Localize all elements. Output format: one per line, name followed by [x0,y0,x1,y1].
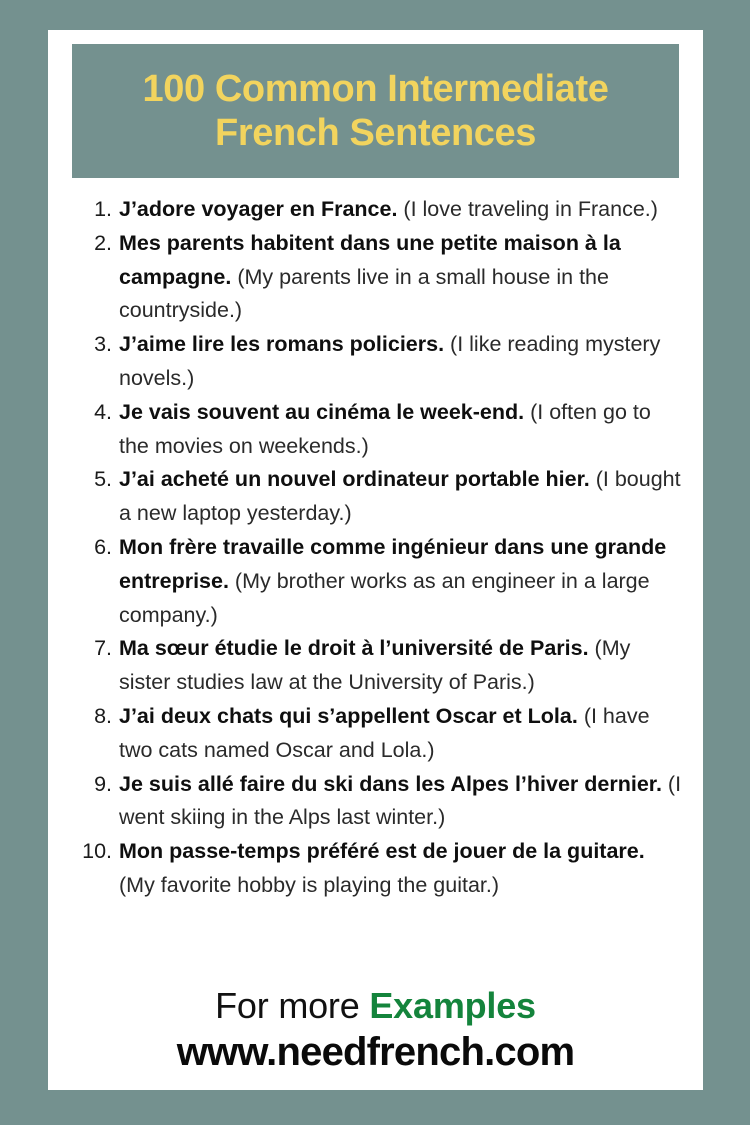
list-item-number: 10. [82,839,112,864]
footer-cta-prefix: For more [215,985,370,1026]
list-item [72,193,684,227]
header-band [72,44,679,178]
website-url[interactable]: www.needfrench.com [176,1030,575,1074]
list-item-french: J’aime lire les romans policiers. [119,332,445,357]
list-item-english: (My brother works as an engineer in a large company.) [119,568,650,627]
list-item [72,531,684,632]
list-item-number: 6. [94,534,112,559]
list-item-number: 1. [94,197,112,221]
list-item-french: Mon passe-temps préféré est de jouer de la guitare. [119,839,645,864]
list-item-number: 9. [94,771,112,796]
list-item-french: Je vais souvent au cinéma le week-end. [119,399,525,424]
list-item-english: (My favorite hobby is playing the guitar.) [119,872,500,897]
footer-cta-highlight: Examples [369,985,536,1026]
list-item [72,227,684,328]
list-item-english: (I bought a new laptop yesterday.) [119,467,681,526]
list-item-english: (My parents live in a small house in the countryside.) [119,264,609,323]
list-item-number: 5. [94,467,112,492]
list-item [72,396,684,464]
list-item [72,700,684,768]
list-item-french: J’ai deux chats qui s’appellent Oscar et Lola. [119,703,578,728]
list-item-english: (I love traveling in France.) [403,197,658,221]
footer-cta [72,984,679,1028]
list-item-french: Mes parents habitent dans une petite maison à la campagne. [119,230,621,289]
list-item [72,768,684,836]
list-item-french: Mon frère travaille comme ingénieur dans une grande entreprise. [119,534,667,593]
list-item-number: 2. [94,230,112,255]
list-item-english: (My sister studies law at the University of Paris.) [119,636,631,695]
list-item-number: 4. [94,399,112,424]
list-item-french: J’adore voyager en France. [119,197,398,221]
list-item-french: J’ai acheté un nouvel ordinateur portable hier. [119,467,590,492]
list-item-french: Je suis allé faire du ski dans les Alpes l’hiver dernier. [119,771,662,796]
list-item [72,463,684,531]
list-item [72,835,684,903]
list-item-english: (I have two cats named Oscar and Lola.) [119,703,650,762]
list-item-french: Ma sœur étudie le droit à l’université de Paris. [119,636,589,661]
list-item-number: 3. [94,332,112,357]
list-item [72,328,684,396]
sentence-list [72,193,684,903]
page-title [133,67,619,155]
list-item-english: (I often go to the movies on weekends.) [119,399,651,458]
list-item [72,632,684,700]
list-item-english: (I went skiing in the Alps last winter.) [119,771,682,830]
list-item-english: (I like reading mystery novels.) [119,332,661,390]
page-title-line-2: French Sentences [215,112,536,154]
poster-card [48,30,703,1090]
footer [72,984,679,1076]
list-item-number: 8. [94,703,112,728]
list-item-number: 7. [94,636,112,661]
page-title-line-1: 100 Common Intermediate [142,67,609,110]
